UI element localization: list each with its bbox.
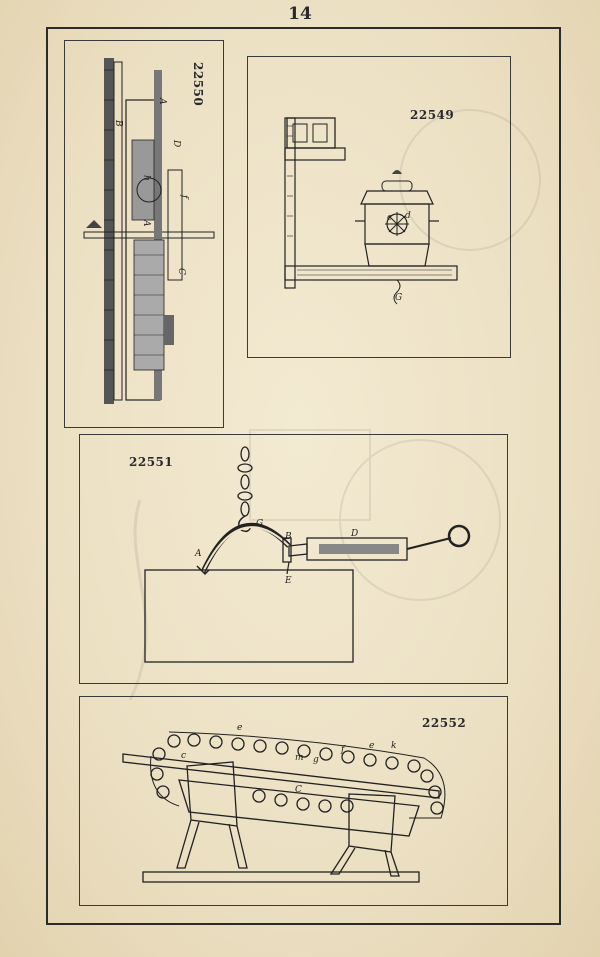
figure-label: k (391, 741, 397, 751)
figure-label: D (351, 529, 359, 539)
figure-label: e (237, 723, 243, 733)
figure-label: A (157, 98, 167, 105)
figure-label: C (295, 785, 302, 795)
figure-label: c (387, 213, 393, 223)
figure-label: A (141, 220, 151, 227)
figure-number-22550: 22550 (191, 62, 205, 107)
figure-label: c (181, 751, 187, 761)
figure-label: f (341, 745, 345, 755)
figure-number-22551: 22551 (129, 455, 174, 469)
figure-label: h (141, 175, 151, 181)
figure-number-22552: 22552 (422, 716, 467, 730)
figure-label: E (285, 576, 292, 586)
figure-label: f (179, 195, 189, 199)
figure-number-22549: 22549 (410, 108, 455, 122)
figure-label: B (285, 532, 292, 542)
figure-label: d (405, 211, 411, 221)
figure-drawing-22549 (247, 56, 511, 358)
figure-label: B (113, 120, 123, 127)
figure-drawing-22552 (79, 696, 508, 906)
figure-label: C (176, 268, 186, 275)
figure-label: g (313, 755, 319, 765)
figure-label: A (195, 549, 202, 559)
figure-drawing-22551 (79, 434, 508, 684)
page-number: 14 (288, 4, 312, 24)
figure-label: G (256, 519, 264, 529)
figure-drawing-22550 (64, 40, 224, 428)
figure-label: m (295, 753, 304, 763)
figure-label: D (171, 140, 181, 148)
figure-label: G (395, 293, 403, 303)
figure-label: e (369, 741, 375, 751)
